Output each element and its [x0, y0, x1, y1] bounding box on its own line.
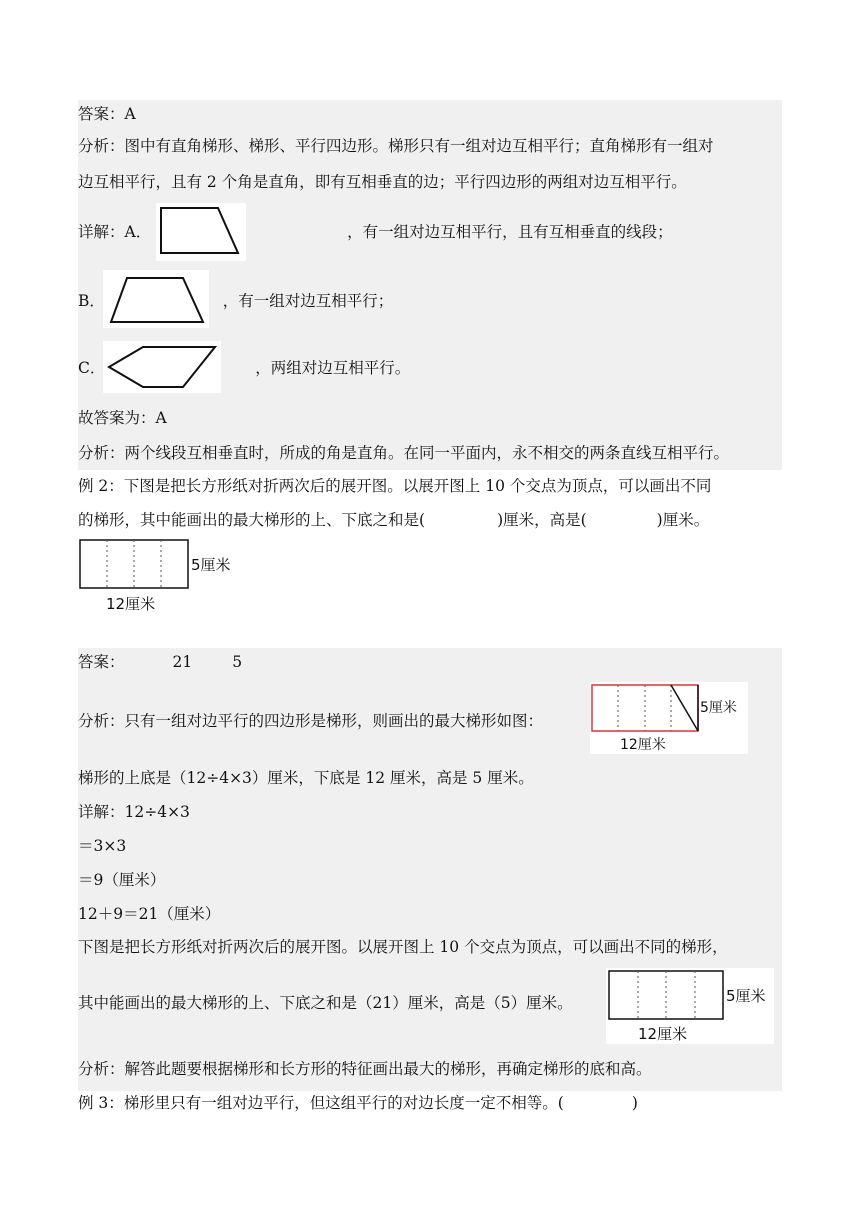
detail-a: 详解：A． ，有一组对边互相平行，且有互相垂直的线段； [78, 223, 673, 241]
width-label: 12厘米 [106, 595, 156, 613]
right-trapezoid-figure [156, 203, 246, 261]
detail-2-line-2: ＝3×3 [78, 837, 127, 855]
right-trapezoid-shape [161, 208, 238, 253]
height-label: 5厘米 [700, 700, 737, 716]
answer-1: 答案：A [78, 105, 136, 123]
unfolded-rectangle-figure-2 [606, 968, 774, 1044]
detail-2-line-1: 详解：12÷4×3 [78, 803, 190, 821]
detail-c: C． ，两组对边互相平行。 [78, 359, 411, 377]
trapezoid-shape [111, 278, 203, 322]
parallelogram-figure [103, 341, 221, 393]
trapezoid-slant-edge [671, 685, 698, 731]
analysis-1-line-2: 边互相平行，且有 2 个角是直角，即有互相垂直的边；平行四边形的两组对边互相平行。 [78, 173, 687, 191]
detail-2-line-4: 12＋9＝21（厘米） [78, 905, 221, 923]
detail-b: B． ，有一组对边互相平行； [78, 292, 394, 310]
example-2-line-1: 例 2：下图是把长方形纸对折两次后的展开图。以展开图上 10 个交点为顶点，可以画出不同 [78, 477, 712, 495]
analysis-3: 分析：解答此题要根据梯形和长方形的特征画出最大的梯形，再确定梯形的底和高。 [78, 1060, 652, 1078]
width-label: 12厘米 [620, 737, 666, 753]
width-label: 12厘米 [638, 1025, 688, 1043]
parallelogram-shape [109, 347, 215, 387]
conclusion-1: 故答案为：A [78, 409, 167, 427]
example-2-line-2: 的梯形，其中能画出的最大梯形的上、下底之和是( )厘米，高是( )厘米。 [78, 511, 710, 529]
analysis-2-line-2: 梯形的上底是（12÷4×3）厘米，下底是 12 厘米，高是 5 厘米。 [78, 769, 534, 787]
detail-2-line-6: 其中能画出的最大梯形的上、下底之和是（21）厘米，高是（5）厘米。 [78, 994, 573, 1012]
unfolded-rectangle-figure [78, 538, 248, 616]
trapezoid-figure [103, 270, 209, 328]
height-label: 5厘米 [726, 987, 766, 1005]
detail-2-line-5: 下图是把长方形纸对折两次后的展开图。以展开图上 10 个交点为顶点，可以画出不同的梯形， [78, 938, 728, 956]
height-label: 5厘米 [191, 556, 231, 574]
example-3: 例 3：梯形里只有一组对边平行，但这组平行的对边长度一定不相等。( ) [78, 1094, 638, 1112]
analysis-1-line-1: 分析：图中有直角梯形、梯形、平行四边形。梯形只有一组对边互相平行；直角梯形有一组对 [78, 137, 714, 155]
answer-2: 答案： 21 5 [78, 653, 243, 671]
analysis-2-line-1: 分析：只有一组对边平行的四边形是梯形，则画出的最大梯形如图： 这个 [78, 712, 731, 730]
detail-2-line-3: ＝9（厘米） [78, 871, 166, 889]
largest-trapezoid-figure [590, 682, 748, 754]
analysis-1b: 分析：两个线段互相垂直时，所成的角是直角。在同一平面内，永不相交的两条直线互相平行。 [78, 444, 730, 462]
